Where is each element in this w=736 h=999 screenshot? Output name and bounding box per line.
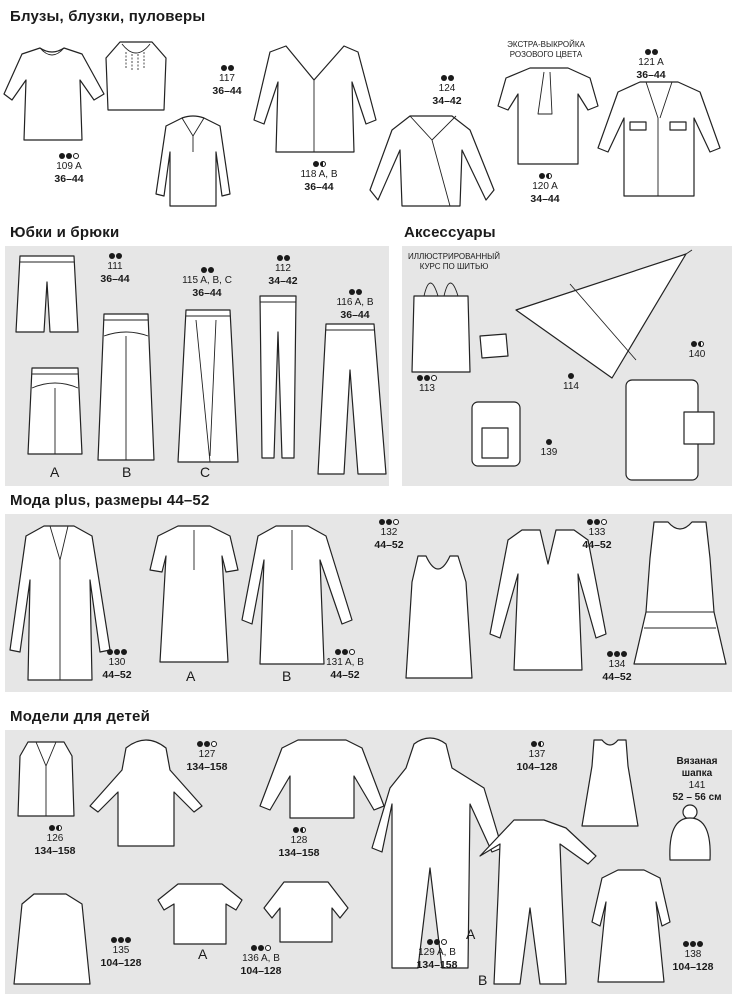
label-136: 136 A, B 104–128 [230,944,292,977]
garment-118-sketch [254,40,378,160]
label-131: 131 A, B 44–52 [318,648,372,681]
garment-116-sketch [316,320,390,480]
label-115: 115 A, B, C 36–44 [176,266,238,299]
garment-109-back-sketch [104,38,174,118]
garment-112-sketch [256,292,300,462]
label-117: 117 36–44 [200,64,254,97]
garment-139-pocket-sketch [468,398,526,470]
knit-hat-label [664,756,730,804]
garment-136-a-sketch [156,880,248,950]
label-113: 113 [412,374,442,395]
label-120: 120 A 34–44 [518,172,572,205]
garment-135-coat-sketch [12,890,92,992]
label-124: 124 34–42 [420,74,474,107]
label-137: 137 104–128 [512,740,562,773]
section-title-accessories: Аксессуары [404,224,496,241]
garment-126-vest-sketch [14,736,80,822]
label-134: 134 44–52 [592,650,642,683]
label-135: 135 104–128 [94,936,148,969]
garment-109-sketch [12,44,112,154]
garment-111-skirt-sketch [26,364,84,460]
garment-120-sketch [498,64,600,170]
label-133: 133 44–52 [572,518,622,551]
garment-114-scarf-sketch [516,250,716,382]
knit-hat-size: 52 – 56 см [672,792,722,803]
label-127: 127 134–158 [180,740,234,773]
garment-128-sketch [256,736,388,826]
garment-136-b-sketch [262,878,352,948]
variant-letter-b-plus: B [282,668,292,684]
section-title-plus: Мода plus, размеры 44–52 [10,492,210,509]
illustrated-course-note: ИЛЛЮСТРИРОВАННЫЙ КУРС ПО ШИТЬЮ [408,252,500,271]
label-132: 132 44–52 [364,518,414,551]
label-126: 126 134–158 [28,824,82,857]
extra-pattern-note: ЭКСТРА-ВЫКРОЙКА РОЗОВОГО ЦВЕТА [507,40,585,59]
variant-letter-a-plus: A [186,668,196,684]
knit-hat-sketch [664,804,716,866]
label-128: 128 134–158 [272,826,326,859]
label-130: 130 44–52 [92,648,142,681]
garment-138-sketch [590,866,672,988]
label-112: 112 34–42 [258,254,308,287]
knit-hat-number: 141 [688,780,706,791]
label-140: 140 [682,340,712,361]
garment-137-sketch [580,736,640,830]
garment-140-folder-sketch [622,376,722,484]
label-138: 138 104–128 [666,940,720,973]
label-139: 139 [534,438,564,459]
label-116: 116 A, B 36–44 [328,288,382,321]
section-title-skirts: Юбки и брюки [10,224,120,241]
section-title-blouses: Блузы, блузки, пуловеры [10,8,206,25]
garment-121-sketch [596,78,724,202]
knit-hat-title: Вязаная шапка [676,756,718,779]
garment-124-sketch [370,110,500,210]
label-118: 118 A, B 36–44 [286,160,352,193]
garment-129-b-sketch [480,816,606,988]
garment-117-sketch [152,112,234,210]
garment-132-sketch [404,552,474,684]
garment-131-b-sketch [240,520,356,668]
variant-letter-a-kids2: A [198,946,208,962]
variant-letter-b: B [122,464,132,480]
garment-115-b-sketch [96,310,156,464]
variant-letter-c: C [200,464,211,480]
garment-115-c-sketch [176,306,240,466]
garment-111-trousers-sketch [14,252,80,338]
variant-letter-b-kids: B [478,972,488,988]
variant-letter-a-kids: A [466,926,476,942]
label-114: 114 [556,372,586,393]
section-title-kids: Модели для детей [10,708,150,725]
label-111: 111 36–44 [90,252,140,285]
variant-letter-a: A [50,464,60,480]
label-129: 129 A, B 134–158 [406,938,468,971]
garment-134-sketch [630,518,730,668]
garment-113-bag-sketch [410,276,520,376]
garment-131-a-sketch [146,520,244,666]
label-109: 109 A 36–44 [44,152,94,185]
label-121: 121 A 36–44 [624,48,678,81]
